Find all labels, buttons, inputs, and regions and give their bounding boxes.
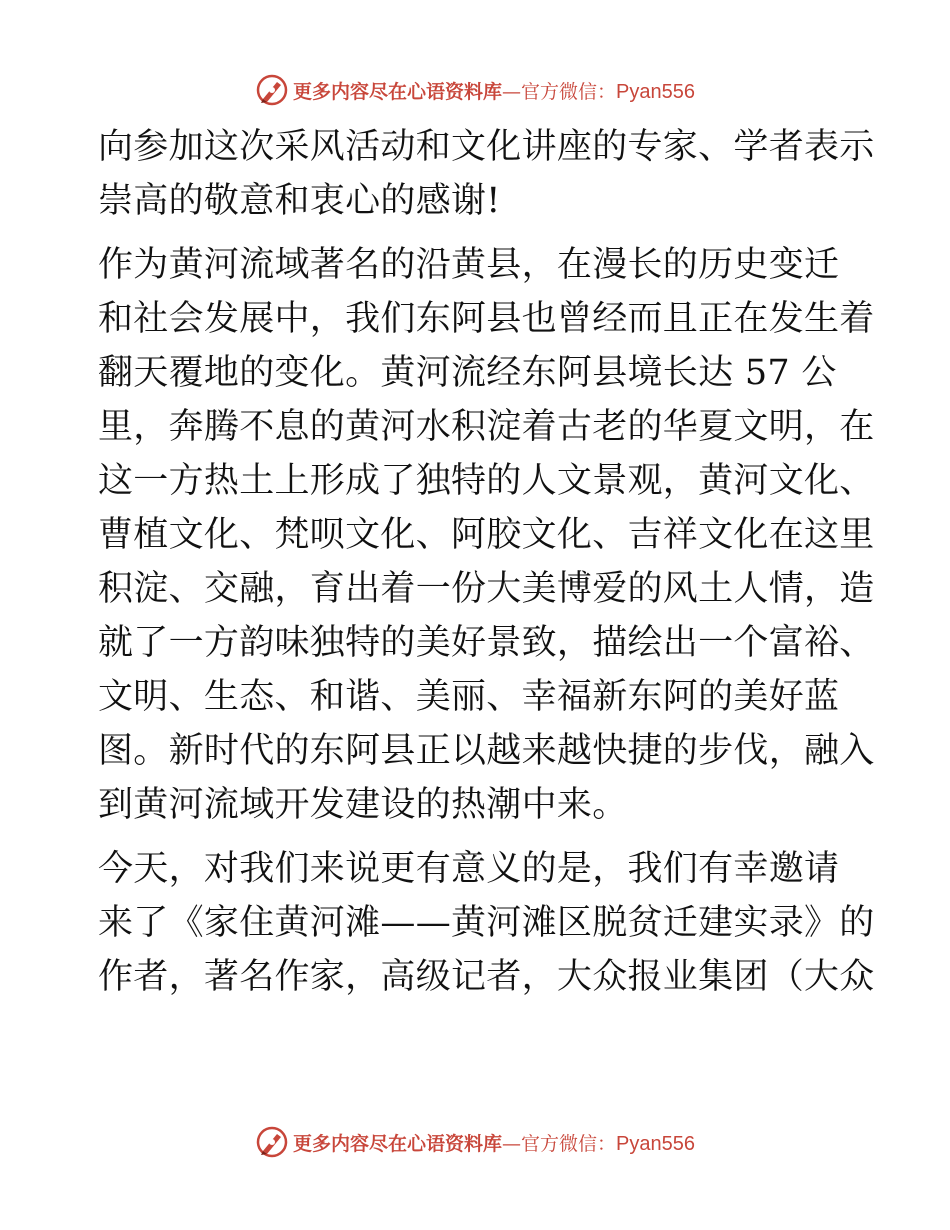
text-line: 作者，著名作家，高级记者，大众报业集团（大众 bbox=[98, 957, 875, 997]
banner-wechat-label: 官方微信： bbox=[521, 1132, 617, 1155]
text-line: 到黄河流域开发建设的热潮中来。 bbox=[98, 785, 628, 825]
banner-wechat-label: 官方微信： bbox=[521, 80, 617, 103]
pen-logo-icon bbox=[255, 73, 289, 107]
text-line: 翻天覆地的变化。黄河流经东阿县境长达 57 公 bbox=[98, 353, 837, 393]
paragraph-1 bbox=[98, 120, 875, 228]
text-line: 这一方热土上形成了独特的人文景观，黄河文化、 bbox=[98, 461, 875, 501]
text-line: 作为黄河流域著名的沿黄县，在漫长的历史变迁 bbox=[98, 245, 840, 285]
banner-wechat-id: Pyan556 bbox=[616, 1132, 695, 1155]
text-line: 向参加这次采风活动和文化讲座的专家、学者表示 bbox=[98, 127, 875, 167]
text-line: 图。新时代的东阿县正以越来越快捷的步伐，融入 bbox=[98, 731, 875, 771]
text-line: 和社会发展中，我们东阿县也曾经而且正在发生着 bbox=[98, 299, 875, 339]
banner-wechat-id: Pyan556 bbox=[616, 80, 695, 103]
text-line: 今天，对我们来说更有意义的是，我们有幸邀请 bbox=[98, 849, 840, 889]
paragraph-3 bbox=[98, 842, 875, 1004]
banner-title: 更多内容尽在心语资料库 bbox=[293, 80, 503, 103]
text-line: 文明、生态、和谐、美丽、幸福新东阿的美好蓝 bbox=[98, 677, 840, 717]
text-line: 来了《家住黄河滩——黄河滩区脱贫迁建实录》的 bbox=[98, 903, 875, 943]
text-line: 就了一方韵味独特的美好景致，描绘出一个富裕、 bbox=[98, 623, 875, 663]
footer-banner bbox=[0, 1122, 950, 1162]
document-body bbox=[98, 120, 875, 1004]
text-line: 里，奔腾不息的黄河水积淀着古老的华夏文明，在 bbox=[98, 407, 875, 447]
banner-title: 更多内容尽在心语资料库 bbox=[293, 1132, 503, 1155]
header-banner bbox=[0, 70, 950, 110]
text-line: 积淀、交融，育出着一份大美博爱的风土人情，造 bbox=[98, 569, 875, 609]
banner-dash: — bbox=[502, 1132, 522, 1155]
banner-dash: — bbox=[502, 80, 522, 103]
text-line: 崇高的敬意和衷心的感谢! bbox=[98, 181, 501, 221]
text-line: 曹植文化、梵呗文化、阿胶文化、吉祥文化在这里 bbox=[98, 515, 875, 555]
paragraph-2 bbox=[98, 238, 875, 832]
pen-logo-icon bbox=[255, 1125, 289, 1159]
